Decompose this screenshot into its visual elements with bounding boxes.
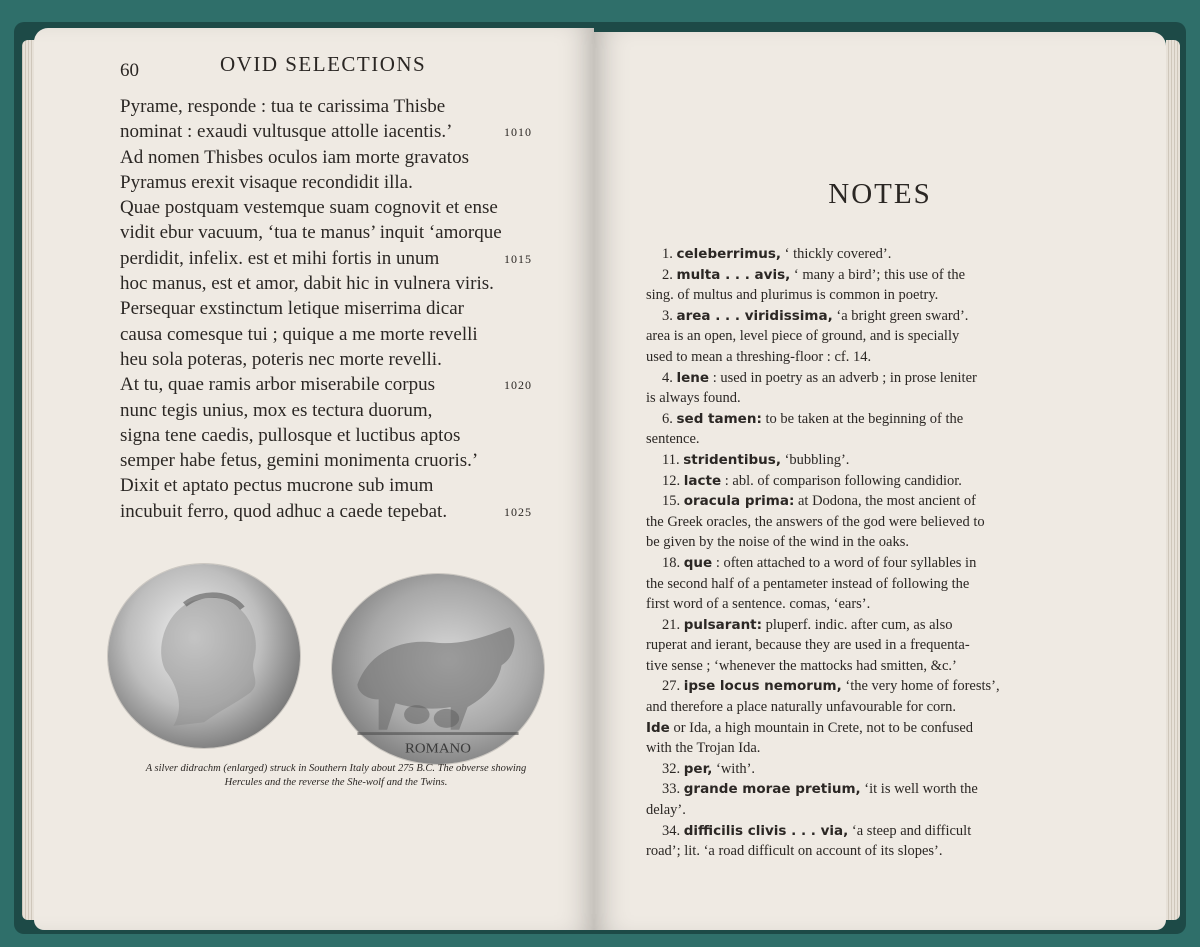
note-line: [646, 347, 1070, 368]
note-line: [646, 450, 1070, 471]
note-text: is always found.: [646, 390, 741, 407]
note-line: [646, 615, 1070, 636]
note-line: [646, 779, 1070, 800]
note-keyword: stridentibus,: [683, 451, 781, 468]
verse-line: [120, 322, 560, 347]
note-line: [646, 409, 1070, 430]
line-number: 1025: [504, 504, 532, 519]
right-page: [594, 32, 1166, 930]
note-line: [646, 285, 1070, 306]
note-text: ‘ many a bird’; this use of the: [790, 266, 966, 283]
verse-line: [120, 170, 560, 195]
verse-text: causa comesque tui ; quique a me morte revelli: [120, 323, 478, 345]
note-line: [646, 265, 1070, 286]
note-line: [646, 326, 1070, 347]
verse-line: [120, 145, 560, 170]
verse-line: [120, 246, 560, 271]
note-number: 6.: [662, 410, 677, 427]
note-text: ‘ thickly covered’.: [781, 246, 892, 262]
note-text: be given by the noise of the wind in the oaks.: [646, 534, 909, 551]
note-text: tive sense ; ‘whenever the mattocks had smitten, &c.’: [646, 657, 957, 674]
note-text: ‘it is well worth the: [860, 781, 978, 798]
note-text: ‘a steep and difficult: [848, 822, 972, 839]
note-line: [646, 656, 1070, 677]
note-text: road’; lit. ‘a road difficult on account of its slopes’.: [646, 843, 943, 860]
line-number: 1010: [504, 125, 532, 140]
note-keyword: sed tamen:: [676, 410, 762, 427]
coin-legend: ROMANO: [405, 741, 471, 757]
note-line: [646, 491, 1070, 512]
verse-text: nominat : exaudi vultusque attolle iacentis.’: [120, 121, 453, 143]
verse-text: Pyramus erexit visaque recondidit illa.: [120, 171, 413, 193]
verse-line: [120, 94, 560, 119]
verse-text: perdidit, infelix. est et mihi fortis in unum: [120, 247, 440, 269]
verse-text: Ad nomen Thisbes oculos iam morte gravatos: [120, 146, 469, 168]
note-text: ‘bubbling’.: [780, 451, 850, 468]
note-number: 15.: [662, 493, 684, 510]
note-line: [646, 759, 1070, 780]
verse-line: [120, 347, 560, 372]
note-line: [646, 841, 1070, 862]
note-number: 18.: [662, 554, 684, 571]
note-number: 33.: [662, 781, 684, 798]
verse-text: incubuit ferro, quod adhuc a caede tepebat.: [120, 500, 448, 522]
poem-text: [120, 94, 560, 524]
note-number: 27.: [662, 678, 684, 695]
note-text: area is an open, level piece of ground, and is specially: [646, 328, 960, 345]
line-number: 1020: [504, 378, 532, 393]
verse-line: [120, 271, 560, 296]
verse-text: Persequar exstinctum letique miserrima dicar: [120, 298, 464, 320]
verse-text: semper habe fetus, gemini monimenta cruoris.’: [120, 450, 479, 472]
note-line: [646, 512, 1070, 533]
running-head: OVID SELECTIONS: [220, 52, 427, 76]
verse-text: nunc tegis unius, mox es tectura duorum,: [120, 399, 433, 421]
note-number: 12.: [662, 472, 684, 489]
note-number: 1.: [662, 246, 677, 262]
note-text: at Dodona, the most ancient of: [794, 493, 976, 510]
note-text: : used in poetry as an adverb ; in prose leniter: [709, 369, 977, 386]
verse-line: [120, 195, 560, 220]
note-line: [646, 368, 1070, 389]
note-keyword: multa . . . avis,: [676, 266, 791, 283]
verse-text: Pyrame, responde : tua te carissima Thisbe: [120, 96, 446, 117]
note-number: 4.: [662, 369, 677, 386]
note-keyword: lacte: [683, 472, 722, 489]
note-number: 11.: [662, 451, 684, 468]
note-keyword: lene: [676, 369, 710, 386]
note-text: sing. of multus and plurimus is common in poetry.: [646, 287, 939, 304]
note-text: with the Trojan Ida.: [646, 740, 761, 757]
verse-text: hoc manus, est et amor, dabit hic in vulnera viris.: [120, 273, 494, 295]
note-line: [646, 574, 1070, 595]
note-line: [646, 471, 1070, 492]
note-text: ‘a bright green sward’.: [832, 307, 969, 324]
verse-line: [120, 372, 560, 397]
coin-obverse-hercules: [108, 564, 300, 748]
note-number: 21.: [662, 616, 684, 633]
note-line: [646, 553, 1070, 574]
note-line: [646, 676, 1070, 697]
note-keyword: oracula prima:: [683, 493, 795, 510]
note-text: to be taken at the beginning of the: [761, 410, 964, 427]
note-keyword: difficilis clivis . . . via,: [683, 822, 849, 839]
verse-text: Dixit et aptato pectus mucrone sub imum: [120, 475, 434, 497]
note-line: [646, 738, 1070, 759]
note-line: [646, 635, 1070, 656]
verse-line: [120, 119, 560, 144]
note-line: [646, 306, 1070, 327]
note-keyword: Ide: [646, 719, 670, 736]
note-keyword: celeberrimus,: [676, 246, 782, 262]
verse-line: [120, 499, 560, 524]
verse-text: Quae postquam vestemque suam cognovit et ense: [120, 197, 498, 219]
verse-line: [120, 448, 560, 473]
note-text: ‘the very home of forests’,: [841, 678, 1000, 695]
note-keyword: grande morae pretium,: [683, 781, 861, 798]
note-keyword: area . . . viridissima,: [676, 307, 833, 324]
note-number: 32.: [662, 760, 684, 777]
note-text: the second half of a pentameter instead of following the: [646, 575, 970, 592]
figure-caption: A silver didrachm (enlarged) struck in Southern Italy about 275 B.C. The obverse showing Hercules and the reverse the She-wolf and the Twins.: [145, 763, 527, 788]
note-text: the Greek oracles, the answers of the god were believed to: [646, 513, 985, 530]
verse-text: heu sola poteras, poteris nec morte revelli.: [120, 348, 442, 370]
page-edges-right: [1166, 40, 1180, 920]
note-text: or Ida, a high mountain in Crete, not to be confused: [669, 719, 974, 736]
note-keyword: pulsarant:: [683, 616, 763, 633]
line-number: 1015: [504, 251, 532, 266]
note-text: delay’.: [646, 802, 686, 819]
note-text: : often attached to a word of four syllables in: [712, 554, 977, 571]
note-number: 2.: [662, 266, 677, 283]
note-line: [646, 594, 1070, 615]
verse-line: [120, 296, 560, 321]
note-text: used to mean a threshing-floor : cf. 14.: [646, 348, 872, 365]
note-line: [646, 800, 1070, 821]
coin-reverse-she-wolf: [332, 574, 544, 764]
note-keyword: que: [683, 554, 713, 571]
verse-text: vidit ebur vacuum, ‘tua te manus’ inquit ‘amorque: [120, 222, 502, 244]
left-page: [34, 28, 594, 930]
verse-line: [120, 398, 560, 423]
note-text: sentence.: [646, 431, 700, 448]
note-text: ‘with’.: [712, 760, 756, 777]
page-number: 60: [120, 60, 139, 81]
notes-title: NOTES: [828, 178, 932, 210]
verse-text: At tu, quae ramis arbor miserabile corpus: [120, 374, 435, 396]
note-number: 34.: [662, 822, 684, 839]
verse-line: [120, 473, 560, 498]
verse-text: signa tene caedis, pullosque et luctibus aptos: [120, 424, 461, 446]
note-text: pluperf. indic. after cum, as also: [762, 616, 953, 633]
note-text: and therefore a place naturally unfavourable for corn.: [646, 699, 956, 716]
note-keyword: per,: [683, 760, 713, 777]
note-keyword: ipse locus nemorum,: [683, 678, 842, 695]
note-text: : abl. of comparison following candidior.: [721, 472, 962, 489]
note-line: [646, 821, 1070, 842]
notes-list: [646, 244, 1070, 862]
verse-line: [120, 423, 560, 448]
verse-line: [120, 220, 560, 245]
note-line: [646, 388, 1070, 409]
note-line: [646, 532, 1070, 553]
note-line: [646, 697, 1070, 718]
note-number: 3.: [662, 307, 677, 324]
note-text: ruperat and ierant, because they are used in a frequenta-: [646, 637, 970, 654]
note-line: [646, 718, 1070, 739]
note-text: first word of a sentence. comas, ‘ears’.: [646, 596, 871, 613]
note-line: [646, 429, 1070, 450]
note-line: [646, 244, 1070, 265]
